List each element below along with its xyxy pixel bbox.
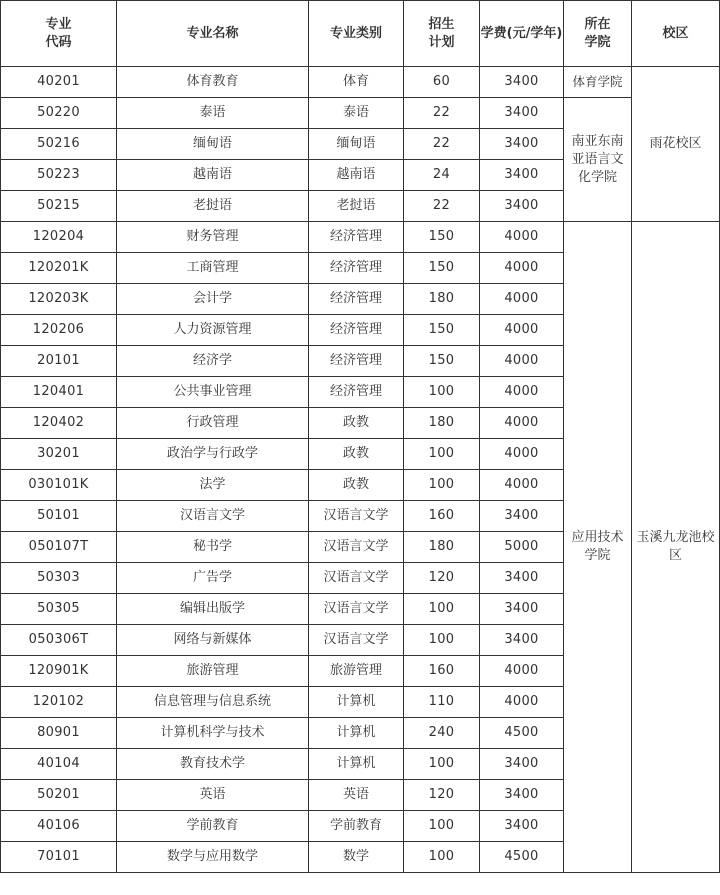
cell-code: 40201: [1, 67, 117, 98]
header-row: [1, 1, 720, 67]
cell-name: 学前教育: [117, 811, 309, 842]
cell-fee: 3400: [480, 780, 564, 811]
cell-name: 数学与应用数学: [117, 842, 309, 873]
cell-fee: 4000: [480, 253, 564, 284]
cell-category: 计算机: [309, 718, 404, 749]
cell-quota: 110: [404, 687, 480, 718]
cell-name: 政治学与行政学: [117, 439, 309, 470]
header-code: 专业 代码: [1, 1, 117, 67]
cell-category: 经济管理: [309, 315, 404, 346]
cell-quota: 180: [404, 532, 480, 563]
cell-college-pe: 体育学院: [564, 67, 632, 98]
cell-name: 汉语言文学: [117, 501, 309, 532]
header-category: 专业类别: [309, 1, 404, 67]
cell-quota: 180: [404, 408, 480, 439]
cell-name: 体育教育: [117, 67, 309, 98]
cell-category: 经济管理: [309, 284, 404, 315]
cell-category: 老挝语: [309, 191, 404, 222]
cell-category: 政教: [309, 470, 404, 501]
cell-name: 网络与新媒体: [117, 625, 309, 656]
cell-category: 旅游管理: [309, 656, 404, 687]
cell-fee: 4500: [480, 842, 564, 873]
cell-fee: 4000: [480, 346, 564, 377]
cell-code: 050107T: [1, 532, 117, 563]
cell-name: 工商管理: [117, 253, 309, 284]
cell-fee: 3400: [480, 811, 564, 842]
cell-code: 50201: [1, 780, 117, 811]
cell-category: 汉语言文学: [309, 563, 404, 594]
header-campus: 校区: [632, 1, 720, 67]
cell-quota: 100: [404, 842, 480, 873]
cell-code: 50223: [1, 160, 117, 191]
cell-code: 120206: [1, 315, 117, 346]
cell-code: 120402: [1, 408, 117, 439]
cell-code: 030101K: [1, 470, 117, 501]
cell-category: 经济管理: [309, 346, 404, 377]
cell-fee: 4000: [480, 284, 564, 315]
cell-fee: 3400: [480, 594, 564, 625]
cell-fee: 3400: [480, 191, 564, 222]
cell-name: 老挝语: [117, 191, 309, 222]
cell-category: 体育: [309, 67, 404, 98]
cell-quota: 24: [404, 160, 480, 191]
cell-quota: 22: [404, 129, 480, 160]
cell-fee: 3400: [480, 129, 564, 160]
cell-category: 数学: [309, 842, 404, 873]
cell-quota: 150: [404, 346, 480, 377]
cell-fee: 3400: [480, 563, 564, 594]
cell-campus-yuhua: 雨花校区: [632, 67, 720, 222]
cell-fee: 3400: [480, 625, 564, 656]
header-quota: 招生 计划: [404, 1, 480, 67]
cell-quota: 160: [404, 501, 480, 532]
cell-code: 30201: [1, 439, 117, 470]
cell-code: 50220: [1, 98, 117, 129]
cell-category: 汉语言文学: [309, 625, 404, 656]
cell-quota: 100: [404, 594, 480, 625]
cell-name: 法学: [117, 470, 309, 501]
cell-quota: 160: [404, 656, 480, 687]
cell-fee: 4000: [480, 377, 564, 408]
cell-name: 旅游管理: [117, 656, 309, 687]
cell-quota: 100: [404, 749, 480, 780]
header-college: 所在 学院: [564, 1, 632, 67]
cell-category: 经济管理: [309, 222, 404, 253]
cell-code: 70101: [1, 842, 117, 873]
cell-code: 50305: [1, 594, 117, 625]
cell-fee: 3400: [480, 749, 564, 780]
cell-name: 越南语: [117, 160, 309, 191]
cell-name: 教育技术学: [117, 749, 309, 780]
cell-code: 50216: [1, 129, 117, 160]
cell-name: 信息管理与信息系统: [117, 687, 309, 718]
cell-name: 泰语: [117, 98, 309, 129]
cell-name: 广告学: [117, 563, 309, 594]
cell-quota: 100: [404, 811, 480, 842]
cell-quota: 100: [404, 470, 480, 501]
cell-fee: 3400: [480, 67, 564, 98]
table-row: [1, 98, 720, 129]
cell-fee: 4000: [480, 687, 564, 718]
cell-quota: 100: [404, 625, 480, 656]
cell-name: 编辑出版学: [117, 594, 309, 625]
cell-category: 学前教育: [309, 811, 404, 842]
cell-quota: 120: [404, 563, 480, 594]
cell-fee: 4500: [480, 718, 564, 749]
cell-quota: 120: [404, 780, 480, 811]
cell-category: 汉语言文学: [309, 501, 404, 532]
cell-category: 计算机: [309, 749, 404, 780]
cell-name: 缅甸语: [117, 129, 309, 160]
header-name: 专业名称: [117, 1, 309, 67]
cell-code: 40104: [1, 749, 117, 780]
cell-code: 40106: [1, 811, 117, 842]
cell-code: 20101: [1, 346, 117, 377]
cell-category: 经济管理: [309, 377, 404, 408]
cell-name: 人力资源管理: [117, 315, 309, 346]
cell-quota: 100: [404, 439, 480, 470]
cell-category: 政教: [309, 408, 404, 439]
cell-code: 80901: [1, 718, 117, 749]
cell-fee: 3400: [480, 98, 564, 129]
cell-category: 泰语: [309, 98, 404, 129]
cell-name: 行政管理: [117, 408, 309, 439]
cell-quota: 22: [404, 191, 480, 222]
cell-code: 50101: [1, 501, 117, 532]
cell-code: 50303: [1, 563, 117, 594]
cell-fee: 4000: [480, 656, 564, 687]
cell-code: 120401: [1, 377, 117, 408]
cell-name: 秘书学: [117, 532, 309, 563]
cell-quota: 180: [404, 284, 480, 315]
cell-name: 财务管理: [117, 222, 309, 253]
cell-category: 缅甸语: [309, 129, 404, 160]
cell-code: 120102: [1, 687, 117, 718]
cell-quota: 60: [404, 67, 480, 98]
cell-category: 政教: [309, 439, 404, 470]
cell-quota: 100: [404, 377, 480, 408]
cell-fee: 5000: [480, 532, 564, 563]
cell-name: 英语: [117, 780, 309, 811]
cell-college-sea: 南亚东南亚语言文化学院: [564, 98, 632, 222]
table-row: [1, 222, 720, 253]
cell-quota: 150: [404, 222, 480, 253]
cell-code: 120901K: [1, 656, 117, 687]
cell-code: 120201K: [1, 253, 117, 284]
cell-fee: 4000: [480, 470, 564, 501]
cell-fee: 3400: [480, 160, 564, 191]
cell-code: 50215: [1, 191, 117, 222]
cell-name: 会计学: [117, 284, 309, 315]
cell-college-applied: 应用技术学院: [564, 222, 632, 873]
cell-code: 120203K: [1, 284, 117, 315]
cell-name: 计算机科学与技术: [117, 718, 309, 749]
cell-category: 计算机: [309, 687, 404, 718]
cell-name: 经济学: [117, 346, 309, 377]
header-fee: 学费(元/学年): [480, 1, 564, 67]
table-row: [1, 67, 720, 98]
cell-fee: 3400: [480, 501, 564, 532]
cell-fee: 4000: [480, 439, 564, 470]
cell-category: 越南语: [309, 160, 404, 191]
cell-fee: 4000: [480, 408, 564, 439]
cell-category: 经济管理: [309, 253, 404, 284]
cell-fee: 4000: [480, 222, 564, 253]
cell-code: 120204: [1, 222, 117, 253]
cell-category: 英语: [309, 780, 404, 811]
cell-quota: 150: [404, 315, 480, 346]
cell-code: 050306T: [1, 625, 117, 656]
cell-campus-yuxi: 玉溪九龙池校区: [632, 222, 720, 873]
cell-category: 汉语言文学: [309, 594, 404, 625]
cell-quota: 240: [404, 718, 480, 749]
cell-quota: 22: [404, 98, 480, 129]
cell-fee: 4000: [480, 315, 564, 346]
cell-category: 汉语言文学: [309, 532, 404, 563]
cell-name: 公共事业管理: [117, 377, 309, 408]
cell-quota: 150: [404, 253, 480, 284]
